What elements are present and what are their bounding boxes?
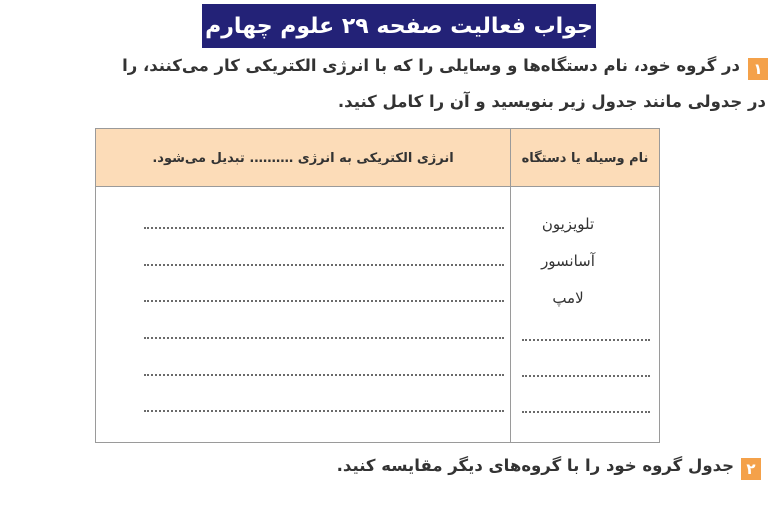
table-cell-device-3: لامپ (552, 289, 584, 307)
table-cell-device-1: تلویزیون (541, 215, 595, 233)
table-cell-device-blank-1 (522, 339, 650, 341)
table-header-energy (96, 129, 510, 187)
page-title: جواب فعالیت صفحه ۲۹ علوم چهارم (205, 13, 593, 39)
table-cell-energy-blank-6 (144, 410, 504, 412)
question-2-line-1: جدول گروه خود را با گروه‌های دیگر مقایسه کنید. (336, 456, 734, 475)
table-cell-energy-blank-2 (144, 264, 504, 266)
question-1-line-1: در گروه خود، نام دستگاه‌ها و وسایلی را که با انرژی الکتریکی کار می‌کنند، را (122, 56, 740, 75)
page-title-banner (202, 4, 596, 48)
table-cell-energy-blank-5 (144, 374, 504, 376)
question-1-number: ۱ (753, 60, 763, 78)
device-energy-table (95, 128, 660, 443)
table-header-device-label: نام وسیله یا دستگاه (521, 150, 649, 166)
table-header-device (511, 129, 659, 187)
table-header-energy-label: انرژی الکتریکی به انرژی ………. تبدیل می‌شود. (152, 150, 454, 166)
question-1-line-2: در جدولی مانند جدول زیر بنویسید و آن را کامل کنید. (337, 92, 766, 111)
table-cell-energy-blank-1 (144, 227, 504, 229)
question-1-number-badge (748, 58, 768, 80)
question-2-number-badge (741, 458, 761, 480)
question-2-number: ۲ (746, 460, 756, 478)
table-cell-energy-blank-3 (144, 300, 504, 302)
table-cell-device-2: آسانسور (541, 252, 595, 270)
table-cell-device-blank-2 (522, 375, 650, 377)
table-cell-energy-blank-4 (144, 337, 504, 339)
table-cell-device-blank-3 (522, 411, 650, 413)
